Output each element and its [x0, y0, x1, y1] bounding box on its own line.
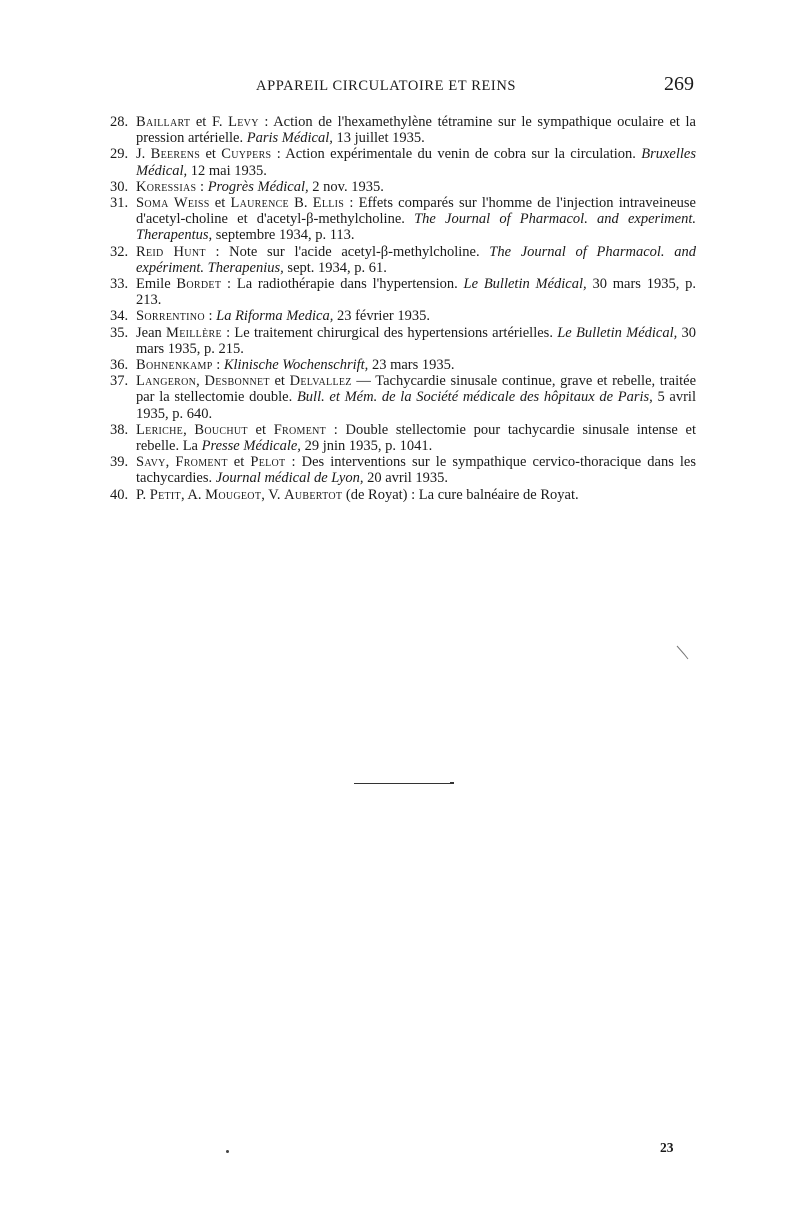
author-name: Cuypers [221, 146, 272, 163]
reference-fragment: (de Royat) : La cure balnéaire de Royat. [342, 486, 579, 503]
reference-number: 35. [110, 324, 129, 341]
author-name: Meillère [166, 324, 222, 341]
reference-text [136, 373, 696, 422]
author-name: Bouchut [194, 421, 248, 438]
journal-title: Le Bulletin Médical, [557, 324, 678, 341]
author-name: Ellis [312, 195, 345, 212]
journal-title: Klinische Wochenschrift, [223, 357, 369, 374]
journal-title: Progrès Médical, [207, 178, 309, 195]
journal-title: The Journal of Pharmacol. and experiment. Therapentus, [136, 211, 696, 244]
reference-text [136, 195, 696, 244]
reference-number: 39. [110, 454, 129, 471]
reference-fragment: 20 avril 1935. [363, 470, 449, 487]
journal-title: Journal médical de Lyon, [215, 470, 364, 487]
reference-fragment: 23 mars 1935. [368, 357, 455, 374]
reference-text [136, 454, 696, 486]
reference-fragment: 23 février 1935. [333, 308, 430, 325]
reference-fragment: , [165, 454, 176, 471]
reference-fragment: 5 avril 1935, p. 640. [136, 389, 696, 422]
reference-fragment: 12 mai 1935. [187, 162, 267, 179]
author-name: Bohnenkamp [136, 357, 213, 374]
reference-fragment: P. [136, 486, 150, 503]
reference-fragment: : Effets comparés sur l'homme de l'injection intraveineuse d'acetyl-choline et d'acetyl-β-methylcholine. [136, 195, 696, 228]
reference-entry [0, 114, 800, 146]
reference-fragment: — Tachycardie sinusale continue, grave et rebelle, traitée par la stellectomie double. [136, 373, 697, 406]
author-name: Bordet [176, 276, 222, 293]
reference-fragment: : [212, 357, 224, 374]
reference-fragment: : [204, 308, 217, 325]
author-name: Mougeot [205, 486, 262, 503]
signature-number: 23 [660, 1140, 674, 1155]
author-name: Reid Hunt [136, 243, 206, 260]
reference-fragment: et [269, 373, 290, 390]
author-name: Froment [175, 454, 228, 471]
running-title: APPAREIL CIRCULATOIRE ET REINS [256, 78, 517, 94]
author-name: Froment [273, 421, 327, 438]
author-name: Sorrentino [136, 308, 205, 325]
author-name: Laurence [230, 195, 289, 212]
reference-entry [0, 357, 800, 373]
journal-title: Bruxelles Médical, [136, 146, 696, 179]
reference-fragment: et [209, 195, 231, 212]
reference-number: 28. [110, 114, 129, 130]
author-name: Aubertot [284, 486, 343, 503]
reference-fragment: 30 mars 1935, p. 213. [136, 276, 696, 309]
reference-fragment: et [227, 454, 251, 471]
author-name: Delvallez [289, 373, 352, 390]
author-name: Leriche [136, 421, 184, 438]
reference-entry [0, 179, 800, 195]
reference-entry [0, 325, 800, 357]
stray-dot [226, 1150, 229, 1153]
reference-entry [0, 487, 800, 503]
reference-text [136, 276, 696, 308]
page-number: 269 [664, 73, 694, 95]
reference-entry [0, 308, 800, 324]
reference-fragment: : Action expérimentale du venin de cobra sur la circulation. [271, 146, 642, 163]
reference-fragment: : La radiothérapie dans l'hypertension. [221, 276, 464, 293]
reference-entry [0, 422, 800, 454]
journal-title: The Journal of Pharmacol. and expériment. Therapenius, [136, 243, 696, 276]
reference-fragment: et F. [190, 114, 229, 130]
reference-fragment: B. [288, 195, 313, 212]
reference-number: 32. [110, 243, 129, 260]
reference-number: 31. [110, 195, 129, 212]
reference-fragment: : Action de l'hexamethylène tétramine sur le sympathique oculaire et la pression artérielle. [136, 114, 696, 147]
author-name: Savy [136, 454, 166, 471]
author-name: Levy [228, 114, 259, 130]
journal-title: Bull. et Mém. de la Société médicale des hôpitaux de Paris, [296, 389, 653, 406]
reference-number: 30. [110, 178, 129, 195]
reference-number: 34. [110, 308, 129, 325]
reference-number: 36. [110, 357, 129, 374]
reference-number: 33. [110, 276, 129, 293]
author-name: Soma Weiss [136, 195, 210, 212]
reference-fragment: : Note sur l'acide acetyl-β-methylcholine. [205, 243, 490, 260]
reference-fragment: 13 juillet 1935. [332, 130, 425, 147]
reference-entry [0, 195, 800, 244]
reference-fragment: et [200, 146, 222, 163]
reference-fragment: , A. [180, 486, 206, 503]
author-name: Baillart [136, 114, 191, 130]
journal-title: Presse Médicale, [201, 438, 301, 455]
reference-entry [0, 373, 800, 422]
reference-fragment: J. [136, 146, 151, 163]
reference-fragment: : Des interventions sur le sympathique cervico-thoracique dans les tachycardies. [136, 454, 697, 487]
reference-text [136, 422, 696, 454]
reference-fragment: : Double stellectomie pour tachycardie sinusale intense et rebelle. La [136, 421, 697, 455]
reference-number: 40. [110, 486, 129, 503]
reference-number: 29. [110, 146, 129, 163]
reference-text [136, 325, 696, 357]
reference-text [136, 114, 696, 146]
reference-fragment: 2 nov. 1935. [308, 178, 384, 195]
reference-fragment: 29 jnin 1935, p. 1041. [300, 438, 433, 455]
reference-fragment: , [183, 421, 195, 438]
reference-text [136, 244, 696, 276]
author-name: Langeron [136, 373, 197, 390]
author-name: Desbonnet [204, 373, 270, 390]
reference-fragment: : Le traitement chirurgical des hypertensions artérielles. [221, 324, 558, 341]
reference-fragment: septembre 1934, p. 113. [212, 227, 355, 244]
journal-title: La Riforma Medica, [216, 308, 334, 325]
reference-text [136, 146, 696, 178]
reference-text [136, 487, 696, 503]
reference-entry [0, 244, 800, 276]
reference-text [136, 179, 696, 195]
reference-text [136, 308, 696, 324]
closing-rule [354, 783, 452, 784]
author-name: Petit [149, 486, 181, 503]
reference-entry [0, 276, 800, 308]
reference-list [0, 114, 800, 503]
reference-fragment: sept. 1934, p. 61. [283, 259, 387, 276]
reference-fragment: Jean [136, 324, 167, 341]
reference-fragment: et [247, 421, 274, 438]
author-name: Beerens [150, 146, 201, 163]
reference-fragment: , [196, 373, 205, 390]
reference-number: 37. [110, 373, 129, 390]
reference-number: 38. [110, 421, 129, 438]
author-name: Koressias [136, 178, 197, 195]
reference-text [136, 357, 696, 373]
stray-mark [676, 645, 690, 661]
journal-title: Paris Médical, [246, 130, 333, 147]
journal-title: Le Bulletin Médical, [463, 276, 587, 293]
reference-fragment: 30 mars 1935, p. 215. [136, 324, 697, 357]
reference-fragment: Emile [136, 276, 177, 293]
author-name: Pelot [250, 454, 286, 471]
reference-entry [0, 146, 800, 178]
reference-fragment: : [196, 178, 208, 195]
reference-entry [0, 454, 800, 486]
running-header [108, 73, 694, 100]
reference-fragment: , V. [261, 486, 285, 503]
